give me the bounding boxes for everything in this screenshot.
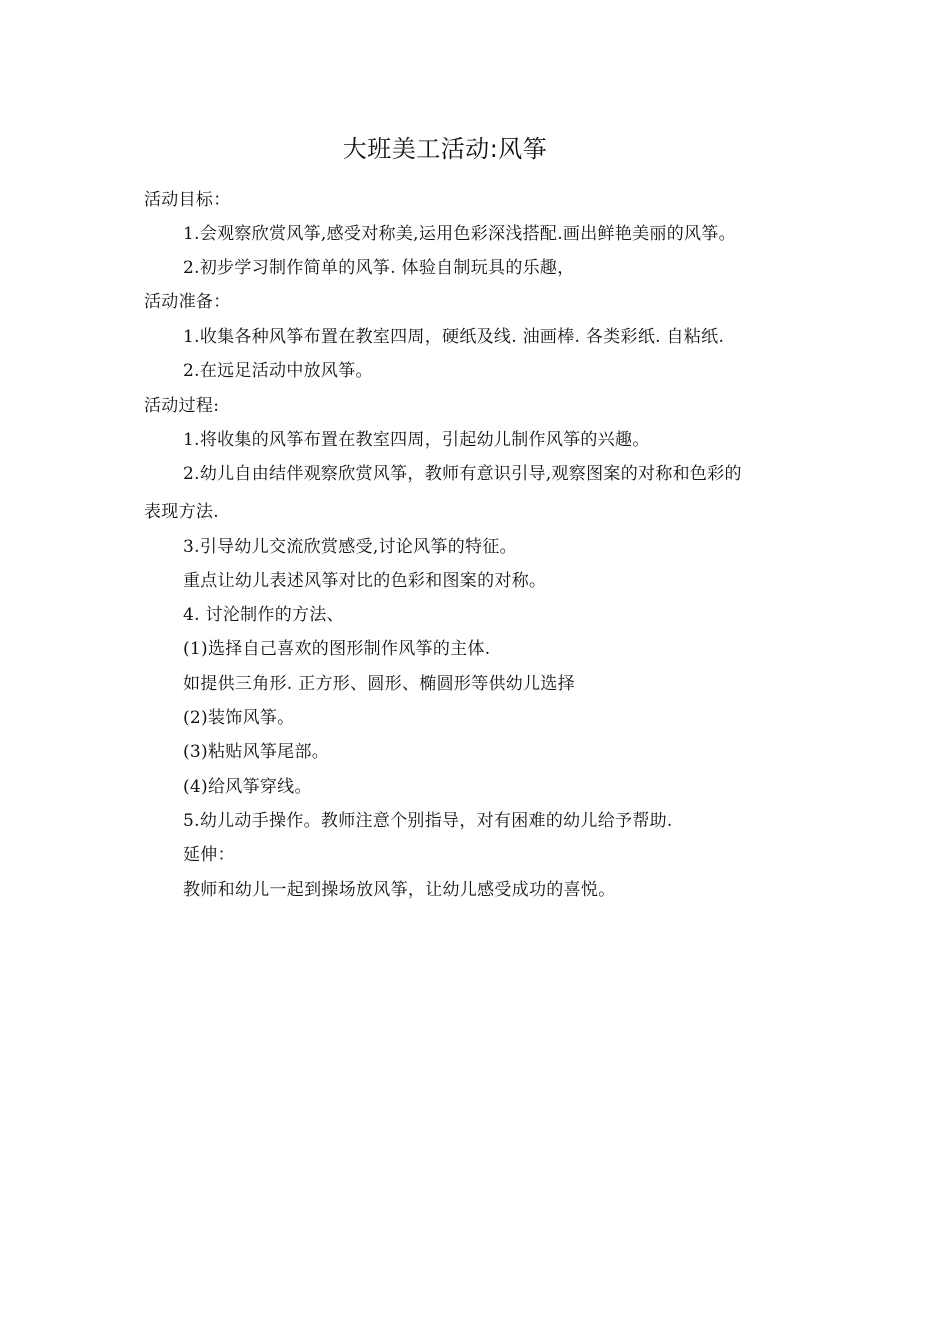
section-heading-preparation: 活动准备： — [144, 292, 231, 312]
paragraph-line: (2)装饰风筝。 — [183, 708, 295, 728]
paragraph-line: 1.将收集的风筝布置在教室四周，引起幼儿制作风筝的兴趣。 — [183, 430, 650, 450]
paragraph-line: 1.会观察欣赏风筝,感受对称美,运用色彩深浅搭配.画出鲜艳美丽的风筝。 — [183, 224, 736, 244]
paragraph-line: 4. 讨沦制作的方法、 — [183, 605, 344, 625]
section-heading-goals: 活动目标： — [144, 190, 231, 210]
paragraph-line: 重点让幼儿表述风筝对比的色彩和图案的对称。 — [183, 571, 547, 591]
paragraph-line: 5.幼儿动手操作。教师注意个别指导，对有困难的幼儿给予帮助. — [183, 811, 673, 831]
paragraph-line: (1)选择自己喜欢的图形制作风筝的主体. — [183, 639, 491, 659]
paragraph-line: 2.在远足活动中放风筝。 — [183, 361, 373, 381]
paragraph-line: 2.初步学习制作简单的风筝. 体验自制玩具的乐趣， — [183, 258, 575, 278]
paragraph-line: 3.引导幼儿交流欣赏感受,讨论风筝的特征。 — [183, 537, 517, 557]
document-title: 大班美工活动:风筝 — [342, 135, 548, 163]
paragraph-line: 如提供三角形. 正方形、圆形、椭圆形等供幼儿选择 — [183, 674, 576, 694]
section-heading-process: 活动过程: — [144, 396, 220, 416]
paragraph-line: (3)粘贴风筝尾部。 — [183, 742, 330, 762]
paragraph-line: 2.幼儿自由结伴观察欣赏风筝，教师有意识引导,观察图案的对称和色彩的 — [183, 464, 742, 484]
paragraph-line: (4)给风筝穿线。 — [183, 777, 312, 797]
paragraph-line: 1.收集各种风筝布置在教室四周，硬纸及线. 油画棒. 各类彩纸. 自粘纸. — [183, 327, 725, 347]
paragraph-line: 教师和幼儿一起到操场放风筝，让幼儿感受成功的喜悦。 — [183, 880, 616, 900]
section-heading-extension: 延伸： — [183, 845, 235, 865]
paragraph-line: 表现方法. — [144, 502, 219, 522]
